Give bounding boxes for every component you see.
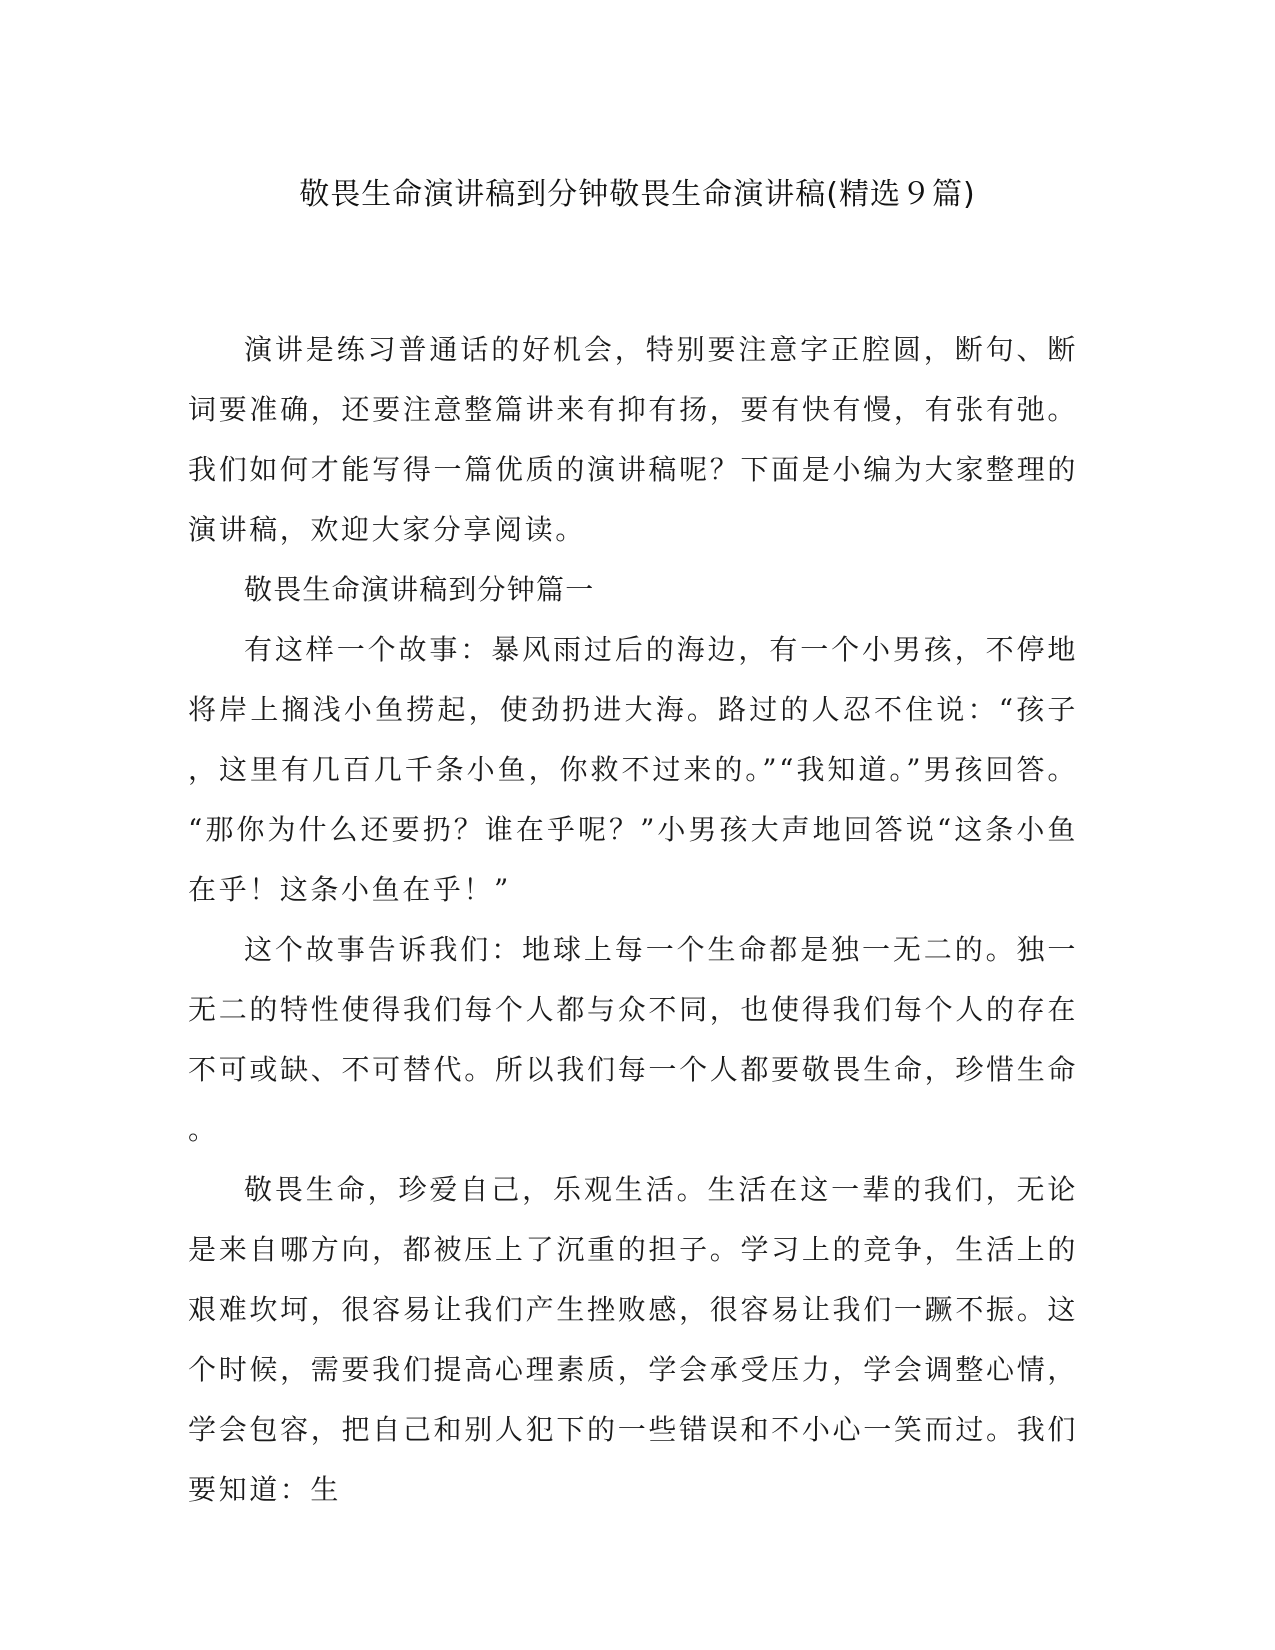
document-body <box>188 320 1078 1520</box>
section-heading: 敬畏生命演讲稿到分钟篇一 <box>244 573 595 606</box>
life-paragraph: 敬畏生命，珍爱自己，乐观生活。生活在这一辈的我们，无论是来自哪方向，都被压上了沉重的担子。学习上的竞争，生活上的艰难坎坷，很容易让我们产生挫败感，很容易让我们一蹶不振。这个时候，需要我们提高心理素质，学会承受压力，学会调整心情，学会包容，把自己和别人犯下的一些错误和不小心一笑而过。我们要知道：生 <box>188 1173 1078 1506</box>
story-paragraph: 有这样一个故事：暴风雨过后的海边，有一个小男孩，不停地将岸上搁浅小鱼捞起，使劲扔进大海。路过的人忍不住说：“孩子，这里有几百几千条小鱼，你救不过来的。”“我知道。”男孩回答。“那你为什么还要扔？谁在乎呢？”小男孩大声地回答说“这条小鱼在乎！这条小鱼在乎！” <box>188 633 1078 906</box>
intro-paragraph: 演讲是练习普通话的好机会，特别要注意字正腔圆，断句、断词要准确，还要注意整篇讲来有抑有扬，要有快有慢，有张有弛。我们如何才能写得一篇优质的演讲稿呢？下面是小编为大家整理的演讲稿，欢迎大家分享阅读。 <box>188 333 1078 546</box>
lesson-paragraph: 这个故事告诉我们：地球上每一个生命都是独一无二的。独一无二的特性使得我们每个人都与众不同，也使得我们每个人的存在不可或缺、不可替代。所以我们每一个人都要敬畏生命，珍惜生命。 <box>188 933 1078 1146</box>
document-title: 敬畏生命演讲稿到分钟敬畏生命演讲稿(精选９篇) <box>299 177 976 212</box>
